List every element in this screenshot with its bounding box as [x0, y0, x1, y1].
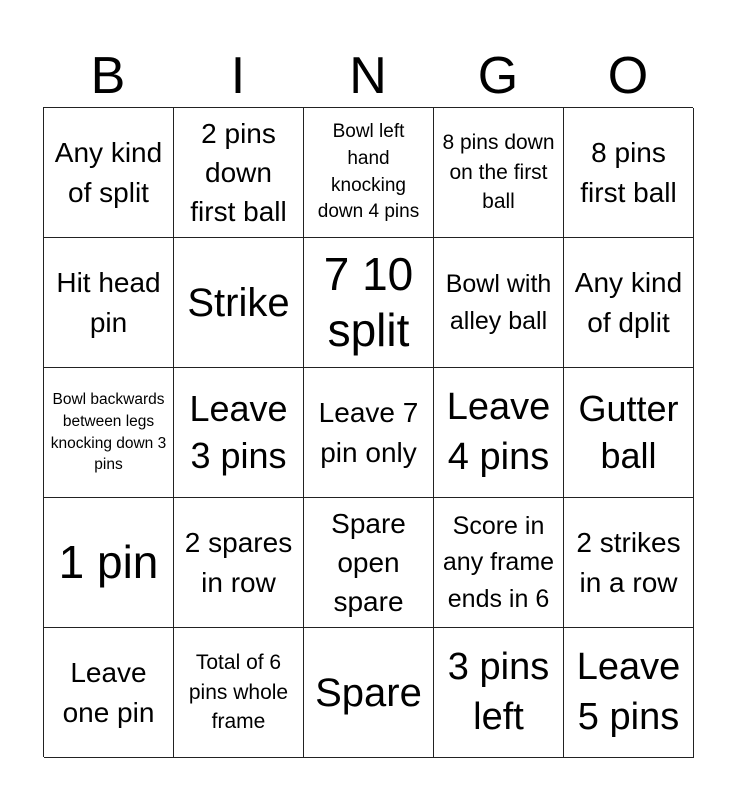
bingo-cell-r1c4[interactable]: 8 pins down on the first ball — [434, 108, 564, 238]
bingo-board — [43, 107, 693, 757]
header-letter-o: O — [607, 47, 649, 105]
header-letter-i: I — [230, 47, 246, 105]
bingo-cell-r5c2[interactable]: Total of 6 pins whole frame — [174, 628, 304, 758]
bingo-cell-r3c1[interactable]: Bowl backwards between legs knocking down 3 pins — [44, 368, 174, 498]
bingo-cell-r4c3[interactable]: Spare open spare — [304, 498, 434, 628]
bingo-cell-r3c3[interactable]: Leave 7 pin only — [304, 368, 434, 498]
bingo-cell-r5c1[interactable]: Leave one pin — [44, 628, 174, 758]
bingo-cell-r2c1[interactable]: Hit head pin — [44, 238, 174, 368]
bingo-header — [43, 44, 693, 108]
bingo-cell-r2c3[interactable]: 7 10 split — [304, 238, 434, 368]
bingo-cell-r2c4[interactable]: Bowl with alley ball — [434, 238, 564, 368]
bingo-cell-r4c1[interactable]: 1 pin — [44, 498, 174, 628]
bingo-cell-r1c1[interactable]: Any kind of split — [44, 108, 174, 238]
bingo-cell-r4c5[interactable]: 2 strikes in a row — [564, 498, 694, 628]
bingo-cell-r3c2[interactable]: Leave 3 pins — [174, 368, 304, 498]
header-letter-g: G — [477, 47, 519, 105]
bingo-cell-r1c3[interactable]: Bowl left hand knocking down 4 pins — [304, 108, 434, 238]
bingo-cell-r4c2[interactable]: 2 spares in row — [174, 498, 304, 628]
bingo-cell-r1c2[interactable]: 2 pins down first ball — [174, 108, 304, 238]
bingo-cell-r4c4[interactable]: Score in any frame ends in 6 — [434, 498, 564, 628]
bingo-cell-r5c3[interactable]: Spare — [304, 628, 434, 758]
bingo-cell-r3c4[interactable]: Leave 4 pins — [434, 368, 564, 498]
bingo-cell-r1c5[interactable]: 8 pins first ball — [564, 108, 694, 238]
bingo-cell-r3c5[interactable]: Gutter ball — [564, 368, 694, 498]
bingo-cell-r2c2[interactable]: Strike — [174, 238, 304, 368]
bingo-cell-r5c4[interactable]: 3 pins left — [434, 628, 564, 758]
header-letter-b: B — [90, 47, 126, 105]
header-letter-n: N — [349, 47, 387, 105]
bingo-cell-r2c5[interactable]: Any kind of dplit — [564, 238, 694, 368]
bingo-cell-r5c5[interactable]: Leave 5 pins — [564, 628, 694, 758]
